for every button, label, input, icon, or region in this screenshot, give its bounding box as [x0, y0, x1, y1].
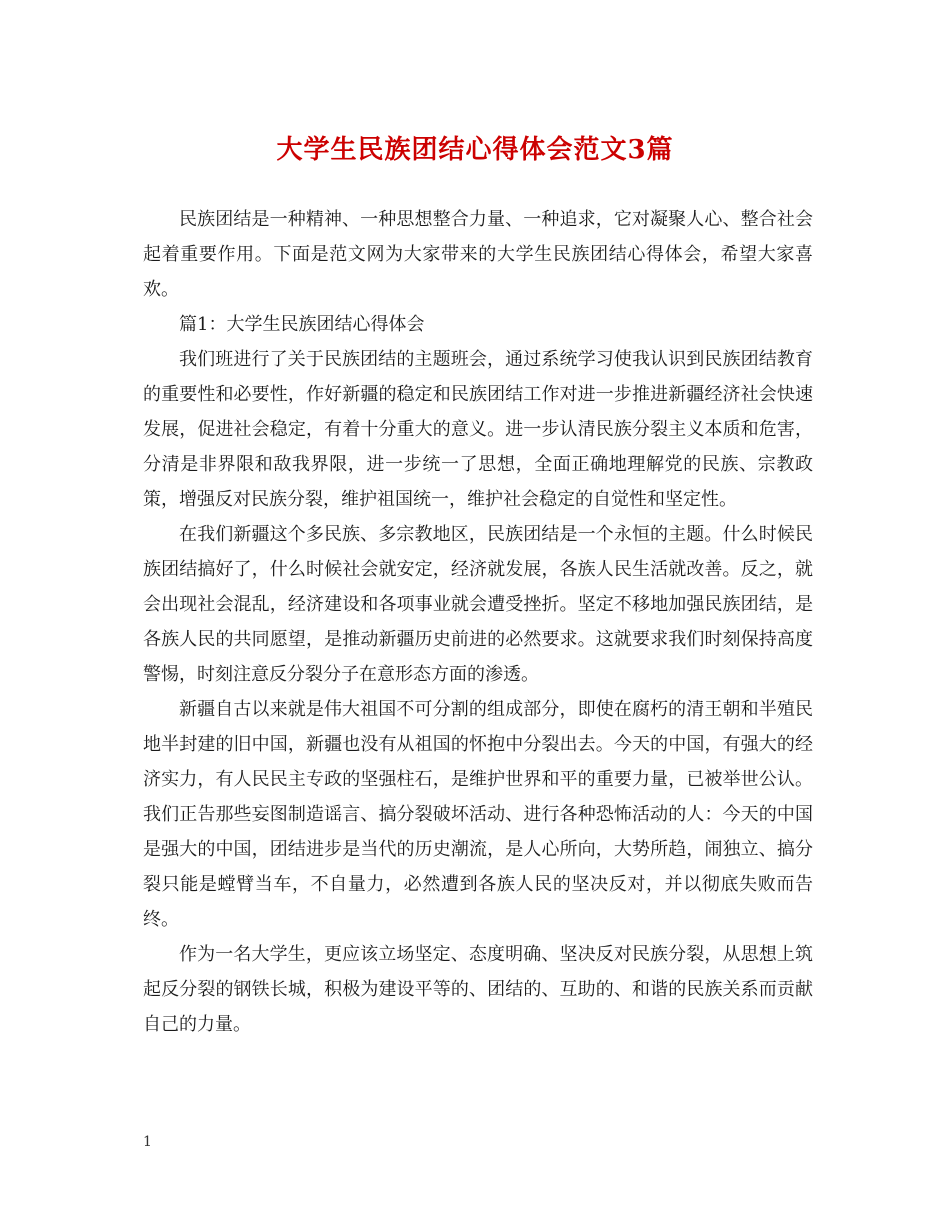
body-paragraph: 在我们新疆这个多民族、多宗教地区，民族团结是一个永恒的主题。什么时候民族团结搞好了，什么时候社会就安定，经济就发展，各族人民生活就改善。反之，就会出现社会混乱，经济建设和各项事业就会遭受挫折。坚定不移地加强民族团结，是各族人民的共同愿望，是推动新疆历史前进的必然要求。这就要求我们时刻保持高度警惕，时刻注意反分裂分子在意形态方面的渗透。 [143, 524, 813, 685]
body-paragraph: 作为一名大学生，更应该立场坚定、态度明确、坚决反对民族分裂，从思想上筑起反分裂的钢铁长城，积极为建设平等的、团结的、互助的、和谐的民族关系而贡献自己的力量。 [143, 944, 813, 1035]
body-paragraph: 我们班进行了关于民族团结的主题班会，通过系统学习使我认识到民族团结教育的重要性和必要性，作好新疆的稳定和民族团结工作对进一步推进新疆经济社会快速发展，促进社会稳定，有着十分重大的意义。进一步认清民族分裂主义本质和危害，分清是非界限和敌我界限，进一步统一了思想，全面正确地理解党的民族、宗教政策，增强反对民族分裂，维护祖国统一，维护社会稳定的自觉性和坚定性。 [143, 349, 813, 510]
document-title: 大学生民族团结心得体会范文3篇 [276, 135, 674, 165]
section-heading: 篇1：大学生民族团结心得体会 [179, 314, 425, 335]
intro-paragraph: 民族团结是一种精神、一种思想整合力量、一种追求，它对凝聚人心、整合社会起着重要作用。下面是范文网为大家带来的大学生民族团结心得体会，希望大家喜欢。 [143, 209, 813, 300]
body-paragraph: 新疆自古以来就是伟大祖国不可分割的组成部分，即使在腐朽的清王朝和半殖民地半封建的旧中国，新疆也没有从祖国的怀抱中分裂出去。今天的中国，有强大的经济实力，有人民民主专政的坚强柱石，是维护世界和平的重要力量，已被举世公认。我们正告那些妄图制造谣言、搞分裂破坏活动、进行各种恐怖活动的人：今天的中国是强大的中国，团结进步是当代的历史潮流，是人心所向，大势所趋，闹独立、搞分裂只能是螳臂当车，不自量力，必然遭到各族人民的坚决反对，并以彻底失败而告终。 [143, 699, 813, 930]
page-number: 1 [143, 1134, 152, 1150]
document-body [143, 202, 813, 1042]
